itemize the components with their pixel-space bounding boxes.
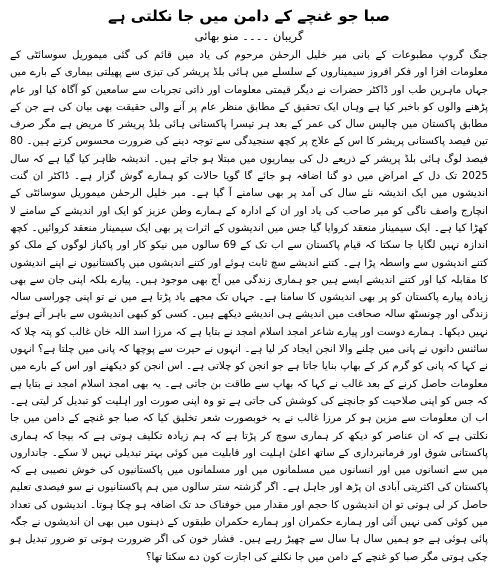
article-body: جنگ گروپ مطبوعات کے بانی میر خلیل الرحمٰن مرحوم کی یاد میں قائم کی گئی میموریل سوسائٹی کے معلومات افزا اور فکر افروز سیمیناروں کے سلسلے میں ہائی بلڈ پریشر کی تیزی سے پھیلتی بیماری کے بارے میں جہاں ماہرین طب اور ڈاکٹر حضرات نے دیگر قیمتی معلومات اور ذاتی تجربات سے سامعین کو آگاہ کیا اور عام پڑھنے والوں کو باخبر کیا ہے وہاں ایک تحقیق کے مطابق منظر عام پر آنے والی حقیقت بھی بیان کی ہے جن کے مطابق پاکستان میں چالیس سال کی عمر کے بعد ہر تیسرا پاکستانی ہائی بلڈ پریشر کا مریض ہے مگر صرف تین فیصد پاکستانی پریشر کا اس کے علاج پر کچھ سنجیدگی سے توجہ دینے کی ضرورت محسوس کرتے ہیں۔ 80 فیصد لوگ ہائی بلڈ پریشر کے ذریعے دل کی بیماریوں میں مبتلا ہو جاتے ہیں۔ اندیشہ ظاہر کیا گیا ہے کہ سال 2025 تک دل کے امراض میں دو گنا اضافہ ہو جائے گا گویا حالات کو ہمارے گوش گزار ہے۔ ڈاکٹر ان گنت اندیشوں میں ایک اندیشہ نئے سال کی آمد پر بھی سامنے آ گیا ہے۔ میر خلیل الرحمٰن میموریل سوسائٹی کے انچارج واصف ناگی کو میر صاحب کی یاد اور ان کے ادارہ کے ہمارے وطن عزیز کو ایک اور اندیشے کے سامنے لا کھڑا کیا ہے۔ ایک سیمینار منعقد کروایا گیا جس میں اندیشوں کے اثرات پر بھی ایک سیمینار منعقد کروائیں۔ کچھ اندازہ نہیں لگایا جا سکتا کہ قیام پاکستان سے اب تک کے 69 سالوں میں نیکو کار اور پاکباز لوگوں کے ملک کو کتنے اندیشوں سے واسطہ پڑا ہے۔ کتنے اندیشے سچ ثابت ہوئے اور کتنے اندیشوں میں پاکستانیوں نے اپنے اندیشوں کا مقابلہ کیا اور کتنے اندیشے ایسے ہیں جو ہماری زندگی میں آج بھی موجود ہیں۔ پیارے بلکہ اپنی جان سے بھی زیادہ پیارے پاکستان کو پر بھی اندیشوں کا سامنا ہے۔ جہاں تک مجھے یاد پڑتا ہے میں نے تو اپنی چوراسی سالہ زندگی اور چونسٹھ سالہ صحافت میں اندیشے ہی اندیشے دیکھے ہیں۔ کسی کو کبھی اندیشوں سے باہر آتے ہوئے نہیں دیکھا۔ ہمارے دوست اور پیارے شاعر امجد اسلام امجد نے بتایا ہے کہ مرزا اسد اللہ خان غالب کو پتہ چلا کہ سائنس دانوں نے پانی میں چلنے والا انجن ایجاد کر لیا ہے۔ انہوں نے حیرت سے پوچھا کہ پانی میں چلتا ہے؟ انہوں نے کہا کہ پانی کو گرم کر کے بھاپ بنایا جاتا ہے جو انجن کو چلاتی ہے۔ اس انجن کو دیکھنے اور اس کے بارے میں معلومات حاصل کرنے کے بعد غالب نے کہا کہ بھاپ سے طاقت بن جاتی ہے۔ یہ بھی امجد اسلام امجد نے بتایا ہے کہ جس کو اپنی صلاحیت کو جانچنے کی کوشش کی جاتی ہے تو وہ اپنی صورت اور اہلیت کو تبدیل کر لیتی ہے۔ اب ان معلومات سے مزین ہو کر مرزا غالب نے یہ خوبصورت شعر تخلیق کیا کہ صبا جو غنچے کے دامن میں جا نکلتی ہے کہ ان عناصر کو دیکھ کر ہماری سوچ کر پڑتا ہے کہ ہم زیادہ تکلیف ہوتی ہے کہ بیجا کہ ہماری پاکستانی شوق اور فرمانبرداری کے ساتھ اعلیٰ اہلیت اور قابلیت میں کوئی بہتر تبدیلی نہیں لا سکے۔ جانداروں میں سے انسانوں میں اور انسانوں میں مسلمانوں میں اور مسلمانوں میں پاکستانیوں کی خوش نصیبی ہے کہ پاکستان کی اکثریتی آبادی ان پڑھ اور جاہل ہے۔ اگر گزشتہ ستر سالوں میں ہم پاکستانیوں نے سو فیصدی تعلیم حاصل کر لی ہوتی تو ان اندیشوں کا حجم اور مقدار میں خوفناک حد تک اضافہ ہو چکا ہوتا۔ اندیشوں کی تعداد میں کوئی کمی نہیں آئی اور ہمارے حکمران اور ہمارے حکمران طبقوں کے ذہنوں میں بھی ان اندیشوں نے جگہ پائی ہوئی ہے جو ہمیں سال ہا سال سے چھیڑ رہے ہیں۔ فشار خون کی اگر ضرورت ہوتی تو ضرور تبدیل ہو چکی ہوتی مگر صبا کو غنچے کے دامن میں جا نکلنے کی اجازت کون دے سکتا تھا؟: [10, 49, 488, 563]
article-headline: صبا جو غنچے کے دامن میں جا نکلتی ہے: [107, 7, 391, 25]
article-byline: گریبان ۔۔۔۔ منو بھائی: [194, 29, 304, 43]
